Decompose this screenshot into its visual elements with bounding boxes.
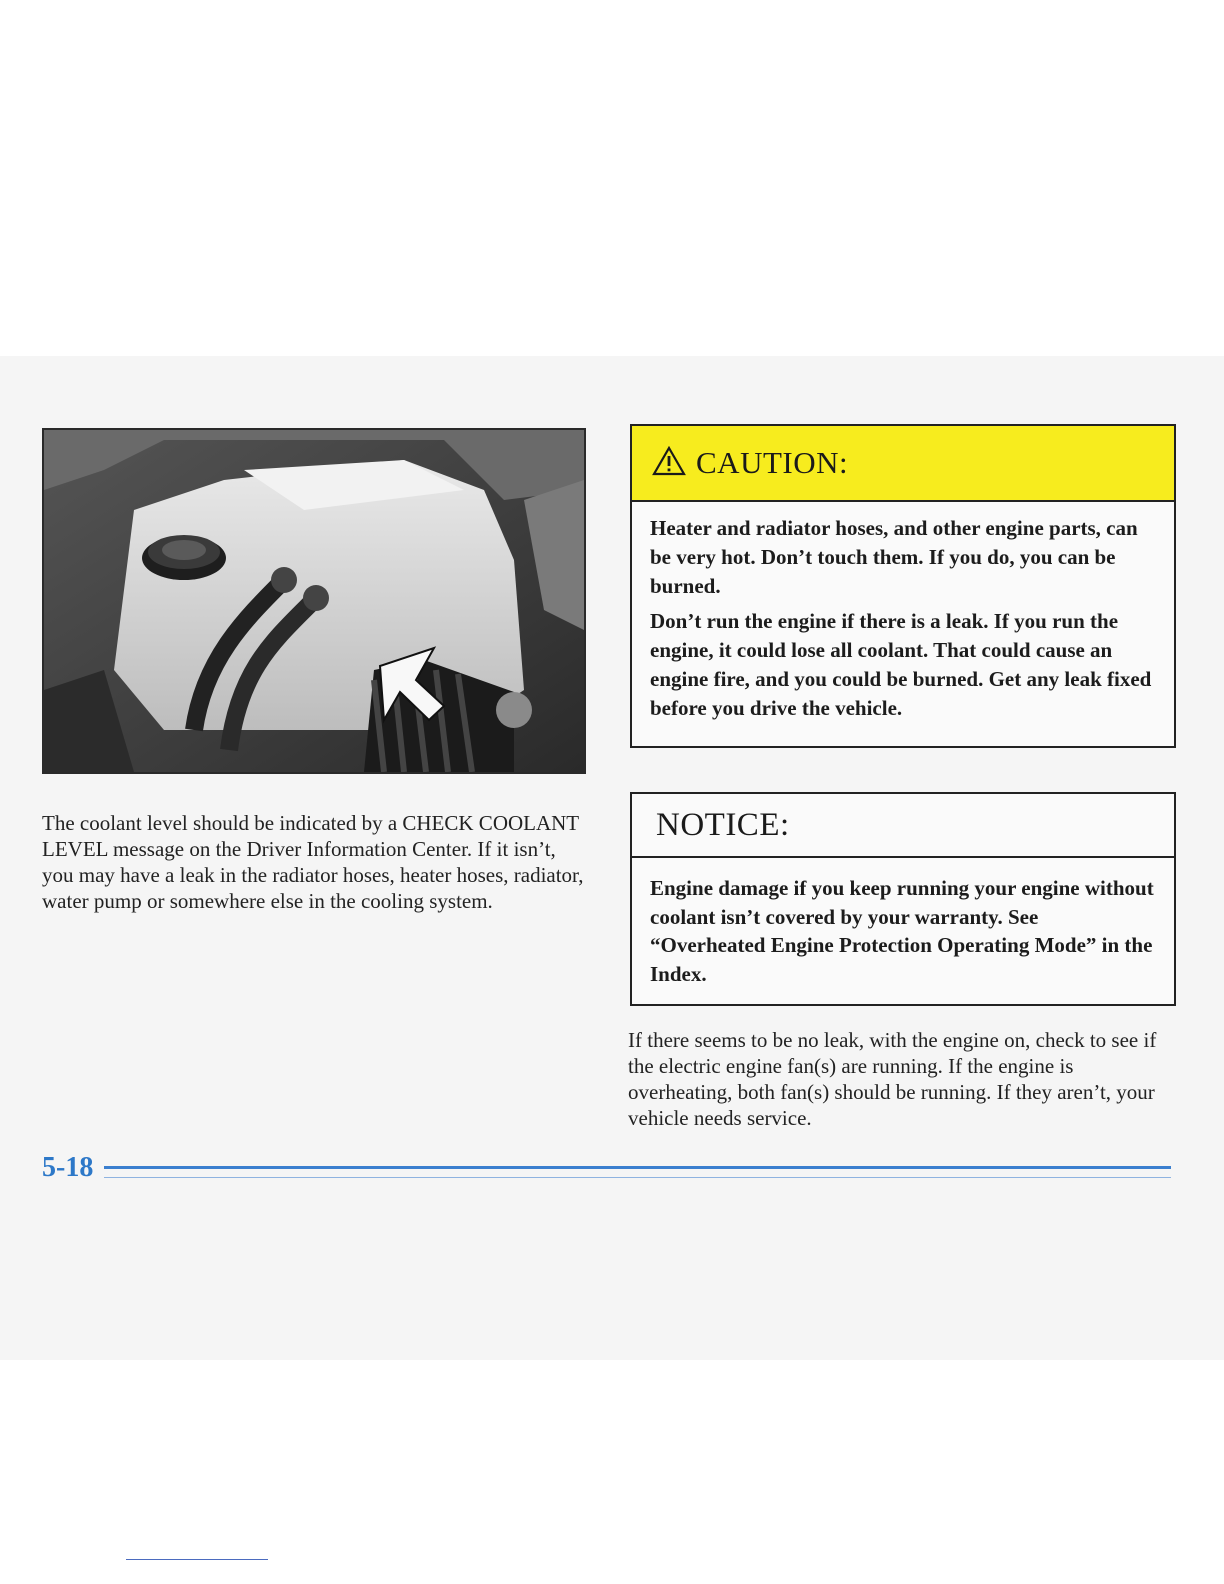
caution-body (632, 502, 1174, 723)
notice-paragraph: Engine damage if you keep running your engine without coolant isn’t covered by your warranty. See “Overheated Engine Protection Operating Mode” in the Index. (650, 876, 1154, 986)
coolant-level-text (42, 810, 590, 914)
caution-header (632, 426, 1174, 502)
notice-box (630, 792, 1176, 1006)
warning-triangle-icon (652, 446, 686, 481)
caution-paragraph-1: Heater and radiator hoses, and other engine parts, can be very hot. Don’t touch them. If you do, you can be burned. (650, 516, 1138, 598)
caution-box (630, 424, 1176, 748)
caution-paragraph-2: Don’t run the engine if there is a leak. If you run the engine, it could lose all coolant. That could cause an engine fire, and you could be burned. Get any leak fixed before you drive the vehicle. (650, 609, 1152, 720)
scan-artifact-line (126, 1559, 268, 1560)
footer-rule-thin (104, 1177, 1171, 1178)
body-paragraph-right: If there seems to be no leak, with the engine on, check to see if the electric engine fan(s) are running. If the engine is overheating, both fan(s) should be running. If they aren’t, your vehicle needs service. (628, 1028, 1157, 1130)
page-number: 5-18 (42, 1152, 94, 1183)
notice-body (632, 858, 1174, 988)
notice-title: NOTICE: (656, 806, 790, 843)
caution-title: CAUTION: (696, 445, 849, 480)
body-paragraph-left: The coolant level should be indicated by a CHECK COOLANT LEVEL message on the Driver Information Center. If it isn’t, you may have a leak in the radiator hoses, heater hoses, radiator, water pump or somewhere else in the cooling system. (42, 811, 584, 913)
notice-header (632, 794, 1174, 858)
footer-rule (104, 1166, 1171, 1169)
fan-check-text (628, 1027, 1178, 1131)
coolant-reservoir-photo (42, 428, 586, 774)
